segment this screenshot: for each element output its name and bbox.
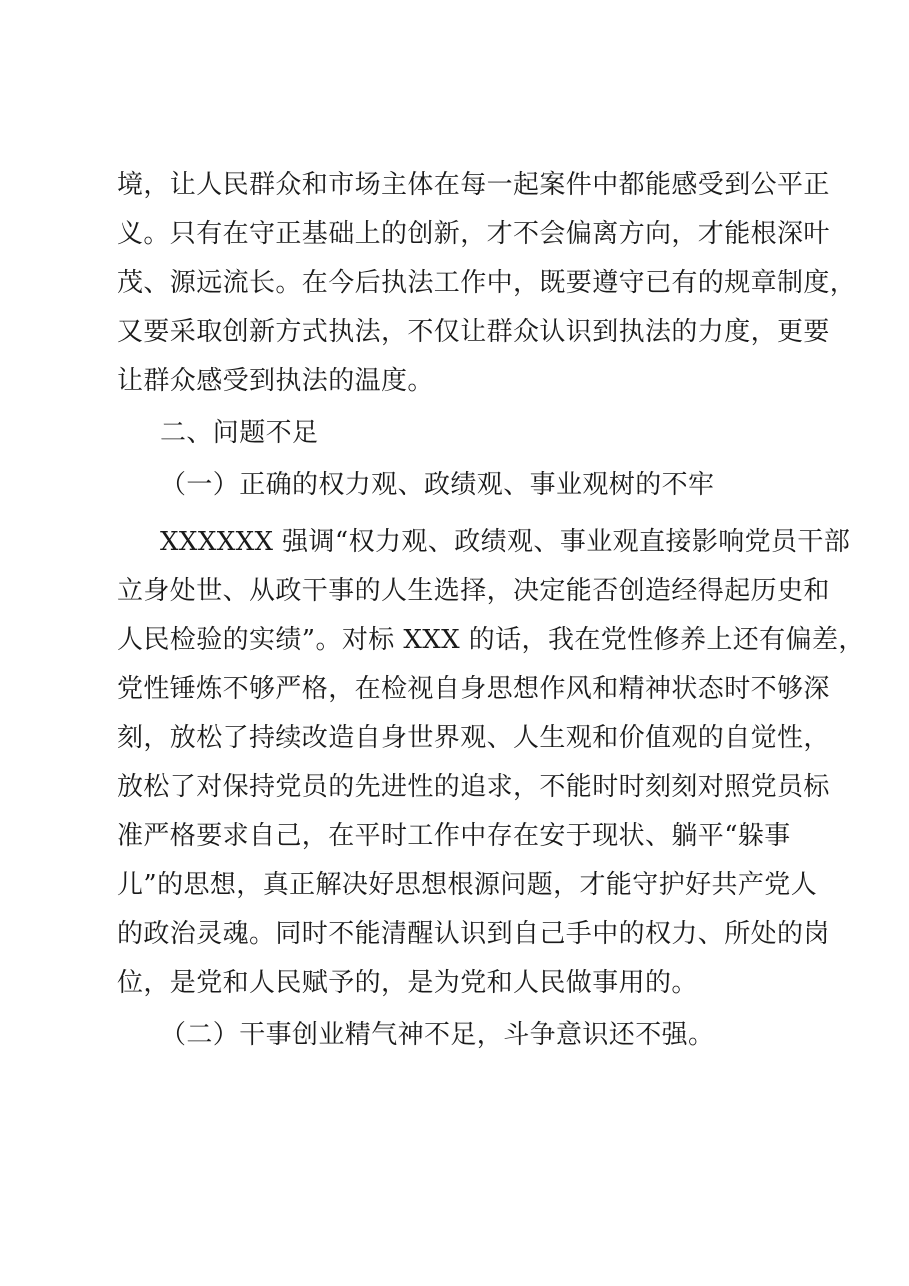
paragraph-line: 茂、源远流长。在今后执法工作中，既要遵守已有的规章制度， (117, 268, 857, 298)
paragraph-line: 人民检验的实绩”。对标 XXX 的话，我在党性修养上还有偏差， (117, 625, 865, 655)
paragraph-line: 党性锤炼不够严格，在检视自身思想作风和精神状态时不够深 (117, 674, 830, 704)
paragraph-line: 又要采取创新方式执法，不仅让群众认识到执法的力度，更要 (117, 317, 830, 347)
paragraph-line: 让群众感受到执法的温度。 (117, 366, 434, 396)
paragraph-line: 义。只有在守正基础上的创新，才不会偏离方向，才能根深叶 (117, 219, 830, 249)
paragraph-line: 立身处世、从政干事的人生选择，决定能否创造经得起历史和 (117, 576, 830, 606)
paragraph-line: 放松了对保持党员的先进性的追求，不能时时刻刻对照党员标 (117, 772, 830, 802)
paragraph-line: 境，让人民群众和市场主体在每一起案件中都能感受到公平正 (117, 170, 830, 200)
subsection-heading: （一）正确的权力观、政绩观、事业观树的不牢 (160, 470, 715, 500)
paragraph-line: XXXXXX 强调“权力观、政绩观、事业观直接影响党员干部 (160, 527, 851, 557)
paragraph-line: 位，是党和人民赋予的，是为党和人民做事用的。 (117, 968, 698, 998)
paragraph-line: 的政治灵魂。同时不能清醒认识到自己手中的权力、所处的岗 (117, 919, 830, 949)
subsection-heading: （二）干事创业精气神不足，斗争意识还不强。 (160, 1020, 715, 1050)
paragraph-line: 儿”的思想，真正解决好思想根源问题，才能守护好共产党人 (117, 870, 818, 900)
section-heading: 二、问题不足 (160, 418, 319, 448)
paragraph-line: 准严格要求自己，在平时工作中存在安于现状、躺平“躲事 (117, 821, 791, 851)
paragraph-line: 刻，放松了持续改造自身世界观、人生观和价值观的自觉性， (117, 723, 830, 753)
